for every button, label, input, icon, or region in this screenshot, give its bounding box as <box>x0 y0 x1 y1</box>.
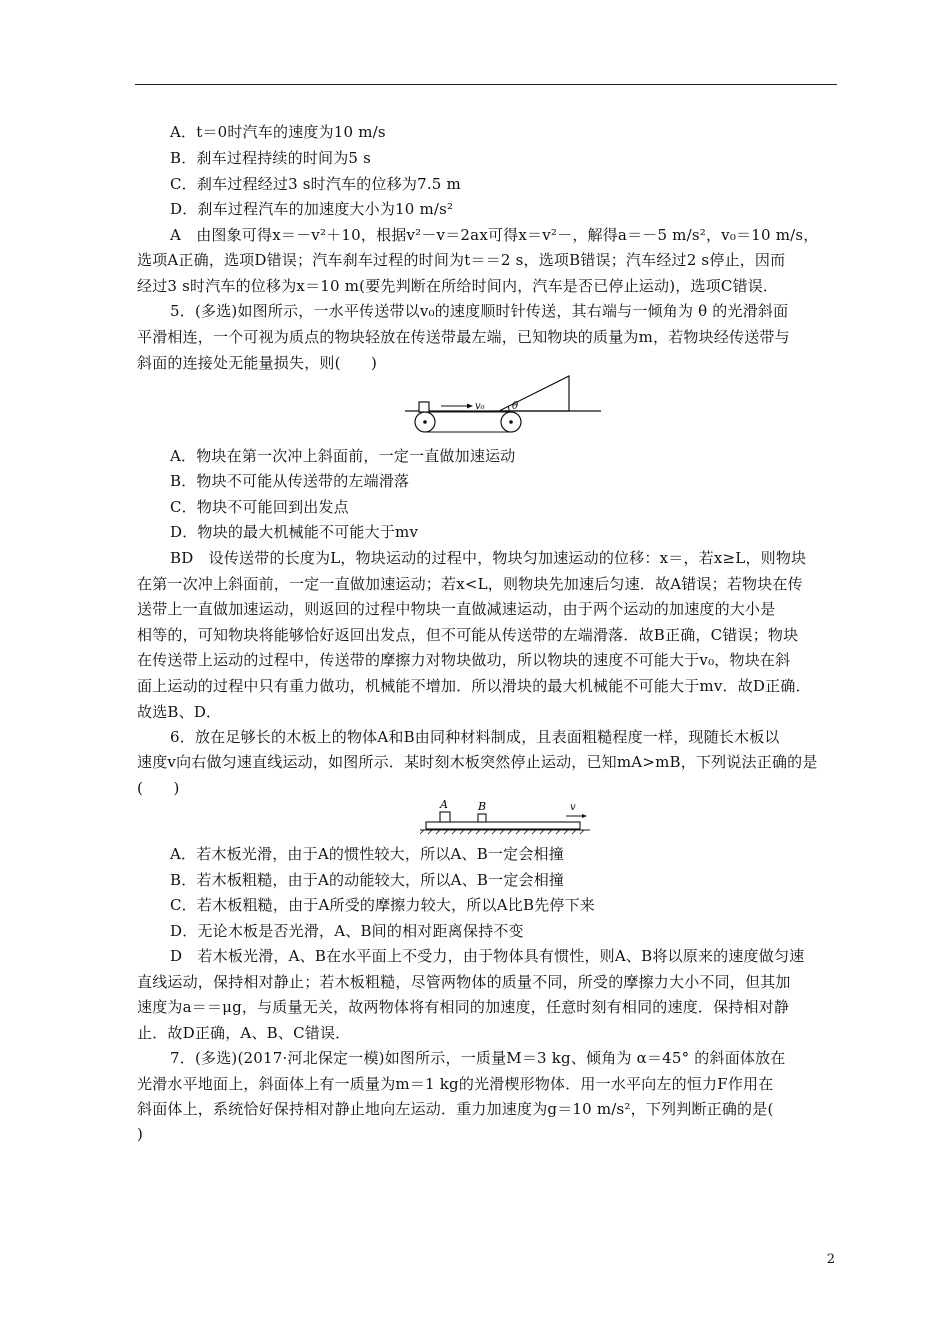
q6-option-c: C．若木板粗糙，由于A所受的摩擦力较大，所以A比B先停下来 <box>170 896 595 914</box>
q6-stem-line: 速度v向右做匀速直线运动，如图所示．某时刻木板突然停止运动，已知mA>mB，下列说法正确的是 <box>137 753 818 771</box>
label-a: A <box>440 798 448 811</box>
q5-stem-line: 5．(多选)如图所示，一水平传送带以v₀的速度顺时针传送，其右端与一倾角为 θ 的光滑斜面 <box>170 302 789 320</box>
header-rule <box>135 84 837 85</box>
q5-stem-line: 斜面的连接处无能量损失，则( ) <box>137 354 378 372</box>
q4-answer-line: 经过3 s时汽车的位移为x＝10 m(要先判断在所给时间内，汽车是否已停止运动)，选项C错误． <box>137 277 779 295</box>
q5-answer-line: 在传送带上运动的过程中，传送带的摩擦力对物块做功，所以物块的速度不可能大于v₀，物块在斜 <box>137 651 791 669</box>
angle-label: θ <box>512 401 519 412</box>
q6-answer-line: D 若木板光滑，A、B在水平面上不受力，由于物体具有惯性，则A、B将以原来的速度做匀速 <box>170 947 805 965</box>
q5-answer-line: 故选B、D． <box>137 703 222 721</box>
q6-answer-line: 止．故D正确，A、B、C错误． <box>137 1024 351 1042</box>
q5-option-b: B．物块不可能从传送带的左端滑落 <box>170 472 410 490</box>
q7-stem-line: 斜面体上，系统恰好保持相对静止地向左运动．重力加速度为g＝10 m/s²，下列判断正确的是( <box>137 1100 774 1118</box>
q7-stem-line: 光滑水平地面上，斜面体上有一质量为m＝1 kg的光滑楔形物体．用一水平向左的恒力F作用在 <box>137 1075 774 1093</box>
q7-stem-line: 7．(多选)(2017·河北保定一模)如图所示，一质量M＝3 kg、倾角为 α＝45° 的斜面体放在 <box>170 1049 786 1067</box>
long-board <box>426 822 580 829</box>
q5-answer-line: 送带上一直做加速运动，则返回的过程中物块一直做减速运动，由于两个运动的加速度的大小是 <box>137 600 776 618</box>
q4-option-c: C．刹车过程经过3 s时汽车的位移为7.5 m <box>170 175 461 193</box>
q4-option-b: B．刹车过程持续的时间为5 s <box>170 149 372 167</box>
q4-option-a: A．t＝0时汽车的速度为10 m/s <box>170 123 386 141</box>
q7-stem-line: ) <box>137 1125 144 1143</box>
q5-answer-line: 在第一次冲上斜面前，一定一直做加速运动；若x<L，则物块先加速后匀速．故A错误；若物块在传 <box>137 575 803 593</box>
label-b: B <box>478 800 487 813</box>
q5-option-d: D．物块的最大机械能不可能大于mv <box>170 523 419 541</box>
q4-option-d: D．刹车过程汽车的加速度大小为10 m/s² <box>170 200 454 218</box>
q5-answer-line: 相等的，可知物块将能够恰好返回出发点，但不可能从传送带的左端滑落．故B正确，C错误；物块 <box>137 626 799 644</box>
q5-option-c: C．物块不可能回到出发点 <box>170 498 349 516</box>
q5-option-a: A．物块在第一次冲上斜面前，一定一直做加速运动 <box>170 447 516 465</box>
velocity-label: v₀ <box>475 401 485 412</box>
q6-option-a: A．若木板光滑，由于A的惯性较大，所以A、B一定会相撞 <box>170 845 564 863</box>
q5-answer-line: 面上运动的过程中只有重力做功，机械能不增加．所以滑块的最大机械能不可能大于mv．故D正确． <box>137 677 811 695</box>
label-v: v <box>570 802 576 813</box>
block <box>419 402 429 412</box>
q6-answer-line: 速度为a＝＝μg，与质量无关，故两物体将有相同的加速度，任意时刻有相同的速度．保持相对静 <box>137 998 790 1016</box>
block-b <box>478 814 486 822</box>
q6-stem-line: 6．放在足够长的木板上的物体A和B由同种材料制成，且表面粗糙程度一样，现随长木板以 <box>170 728 780 746</box>
q4-answer-line: A 由图象可得x＝－v²＋10，根据v²－v＝2ax可得x＝v²－，解得a＝－5 m/s²，v₀＝10 m/s， <box>170 226 819 244</box>
q6-stem-line: ( ) <box>137 779 180 797</box>
q5-answer-line: BD 设传送带的长度为L，物块运动的过程中，物块匀加速运动的位移：x＝，若x≥L，则物块 <box>170 549 807 567</box>
q4-answer-line: 选项A正确，选项D错误；汽车刹车过程的时间为t＝＝2 s，选项B错误；汽车经过2 s停止，因而 <box>137 251 786 269</box>
conveyor-incline-figure <box>405 372 605 442</box>
block-a <box>440 812 450 822</box>
q6-option-b: B．若木板粗糙，由于A的动能较大，所以A、B一定会相撞 <box>170 871 565 889</box>
q5-stem-line: 平滑相连，一个可视为质点的物块轻放在传送带最左端，已知物块的质量为m，若物块经传送带与 <box>137 328 790 346</box>
q6-answer-line: 直线运动，保持相对静止；若木板粗糙，尽管两物体的质量不同，所受的摩擦力大小不同，但其加 <box>137 973 791 991</box>
q6-option-d: D．无论木板是否光滑，A、B间的相对距离保持不变 <box>170 922 524 940</box>
page-number: 2 <box>826 1252 835 1267</box>
board-blocks-figure <box>420 796 600 838</box>
